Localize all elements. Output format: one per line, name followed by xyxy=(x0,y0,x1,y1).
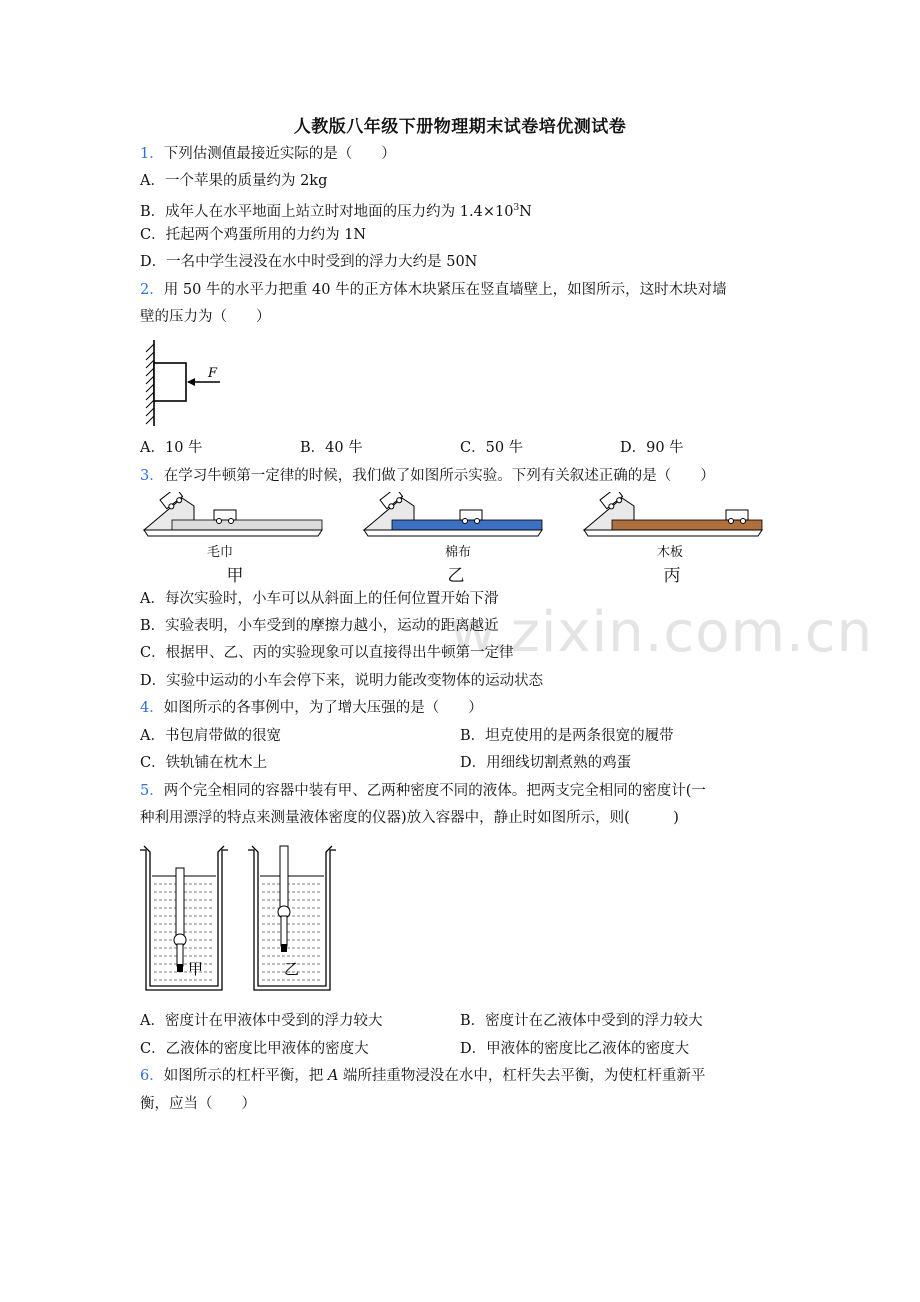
q1-option-b: B．成年人在水平地面上站立时对地面的压力约为 $1.4\times 10^3N$ xyxy=(140,203,532,220)
question-5-stem-cont: 种利用漂浮的特点来测量液体密度的仪器)放入容器中，静止时如图所示，则( ) xyxy=(140,810,679,826)
incline-setup-cotton xyxy=(362,492,547,542)
question-4-stem: 4．如图所示的各事例中，为了增大压强的是（ ） xyxy=(140,700,483,716)
question-number: 5． xyxy=(140,783,164,799)
q3-option-c: C．根据甲、乙、丙的实验现象可以直接得出牛顿第一定律 xyxy=(140,645,514,661)
question-6-stem: 6．如图所示的杠杆平衡，把 A 端所挂重物浸没在水中，杠杆失去平衡，为使杠杆重新平 xyxy=(140,1068,706,1084)
question-1-stem: 1．下列估测值最接近实际的是（ ） xyxy=(140,146,396,162)
q1-option-d: D．一名中学生浸没在水中时受到的浮力大约是 50N xyxy=(140,254,478,270)
q5-option-d: D．甲液体的密度比乙液体的密度大 xyxy=(460,1041,690,1057)
q1-option-c: C．托起两个鸡蛋所用的力约为 1N xyxy=(140,227,367,243)
question-2-stem-cont: 壁的压力为（ ） xyxy=(140,309,271,325)
q1-option-a: A．一个苹果的质量约为 2kg xyxy=(140,173,328,189)
watermark: w.zixin.com.cn xyxy=(450,600,874,665)
question-number: 3． xyxy=(140,468,164,484)
question-2-stem: 2．用 50 牛的水平力把重 40 牛的正方体木块紧压在竖直墙壁上，如图所示，这时木块对墙 xyxy=(140,282,727,298)
question-number: 2． xyxy=(140,282,164,298)
q4-option-b: B．坦克使用的是两条很宽的履带 xyxy=(460,728,674,744)
incline-setup-towel xyxy=(142,492,327,542)
q4-option-a: A．书包肩带做的很宽 xyxy=(140,728,281,744)
question-number: 4． xyxy=(140,700,164,716)
container-label-jia: 甲 xyxy=(188,960,204,978)
hydrometer-figure xyxy=(138,844,338,999)
container-jia xyxy=(140,846,228,990)
surface-caption-wood: 木板 xyxy=(656,545,683,560)
setup-label-jia: 甲 xyxy=(226,566,244,586)
surface-caption-cotton: 棉布 xyxy=(444,545,471,560)
q5-option-c: C．乙液体的密度比甲液体的密度大 xyxy=(140,1041,369,1057)
question-number: 6． xyxy=(140,1068,164,1084)
q3-option-d: D．实验中运动的小车会停下来，说明力能改变物体的运动状态 xyxy=(140,673,544,689)
q3-option-b: B．实验表明，小车受到的摩擦力越小，运动的距离越近 xyxy=(140,618,499,634)
q4-option-c: C．铁轨铺在枕木上 xyxy=(140,755,268,771)
q4-option-d: D．用细线切割煮熟的鸡蛋 xyxy=(460,755,632,771)
container-label-yi: 乙 xyxy=(284,960,300,978)
page-title: 人教版八年级下册物理期末试卷培优测试卷 xyxy=(293,117,627,137)
incline-setup-wood xyxy=(582,492,767,542)
question-3-stem: 3．在学习牛顿第一定律的时候，我们做了如图所示实验。下列有关叙述正确的是（ ） xyxy=(140,468,715,484)
setup-label-yi: 乙 xyxy=(447,566,465,586)
q2-option-b: B．40 牛 xyxy=(300,440,363,456)
surface-caption-towel: 毛巾 xyxy=(206,545,233,560)
q3-option-a: A．每次实验时，小车可以从斜面上的任何位置开始下滑 xyxy=(140,591,499,607)
question-6-stem-cont: 衡，应当（ ） xyxy=(140,1096,256,1112)
q5-option-a: A．密度计在甲液体中受到的浮力较大 xyxy=(140,1013,383,1029)
q2-option-a: A．10 牛 xyxy=(140,440,203,456)
surface-towel xyxy=(172,520,322,530)
surface-wood xyxy=(612,520,762,530)
q5-option-b: B．密度计在乙液体中受到的浮力较大 xyxy=(460,1013,703,1029)
wall-block-figure xyxy=(140,336,240,428)
q2-option-d: D．90 牛 xyxy=(620,440,684,456)
question-number: 1． xyxy=(140,146,164,162)
question-5-stem: 5．两个完全相同的容器中装有甲、乙两种密度不同的液体。把两支完全相同的密度计(一 xyxy=(140,783,706,799)
setup-label-bing: 丙 xyxy=(663,566,681,586)
q2-option-c: C．50 牛 xyxy=(460,440,524,456)
force-label: F xyxy=(208,366,218,381)
